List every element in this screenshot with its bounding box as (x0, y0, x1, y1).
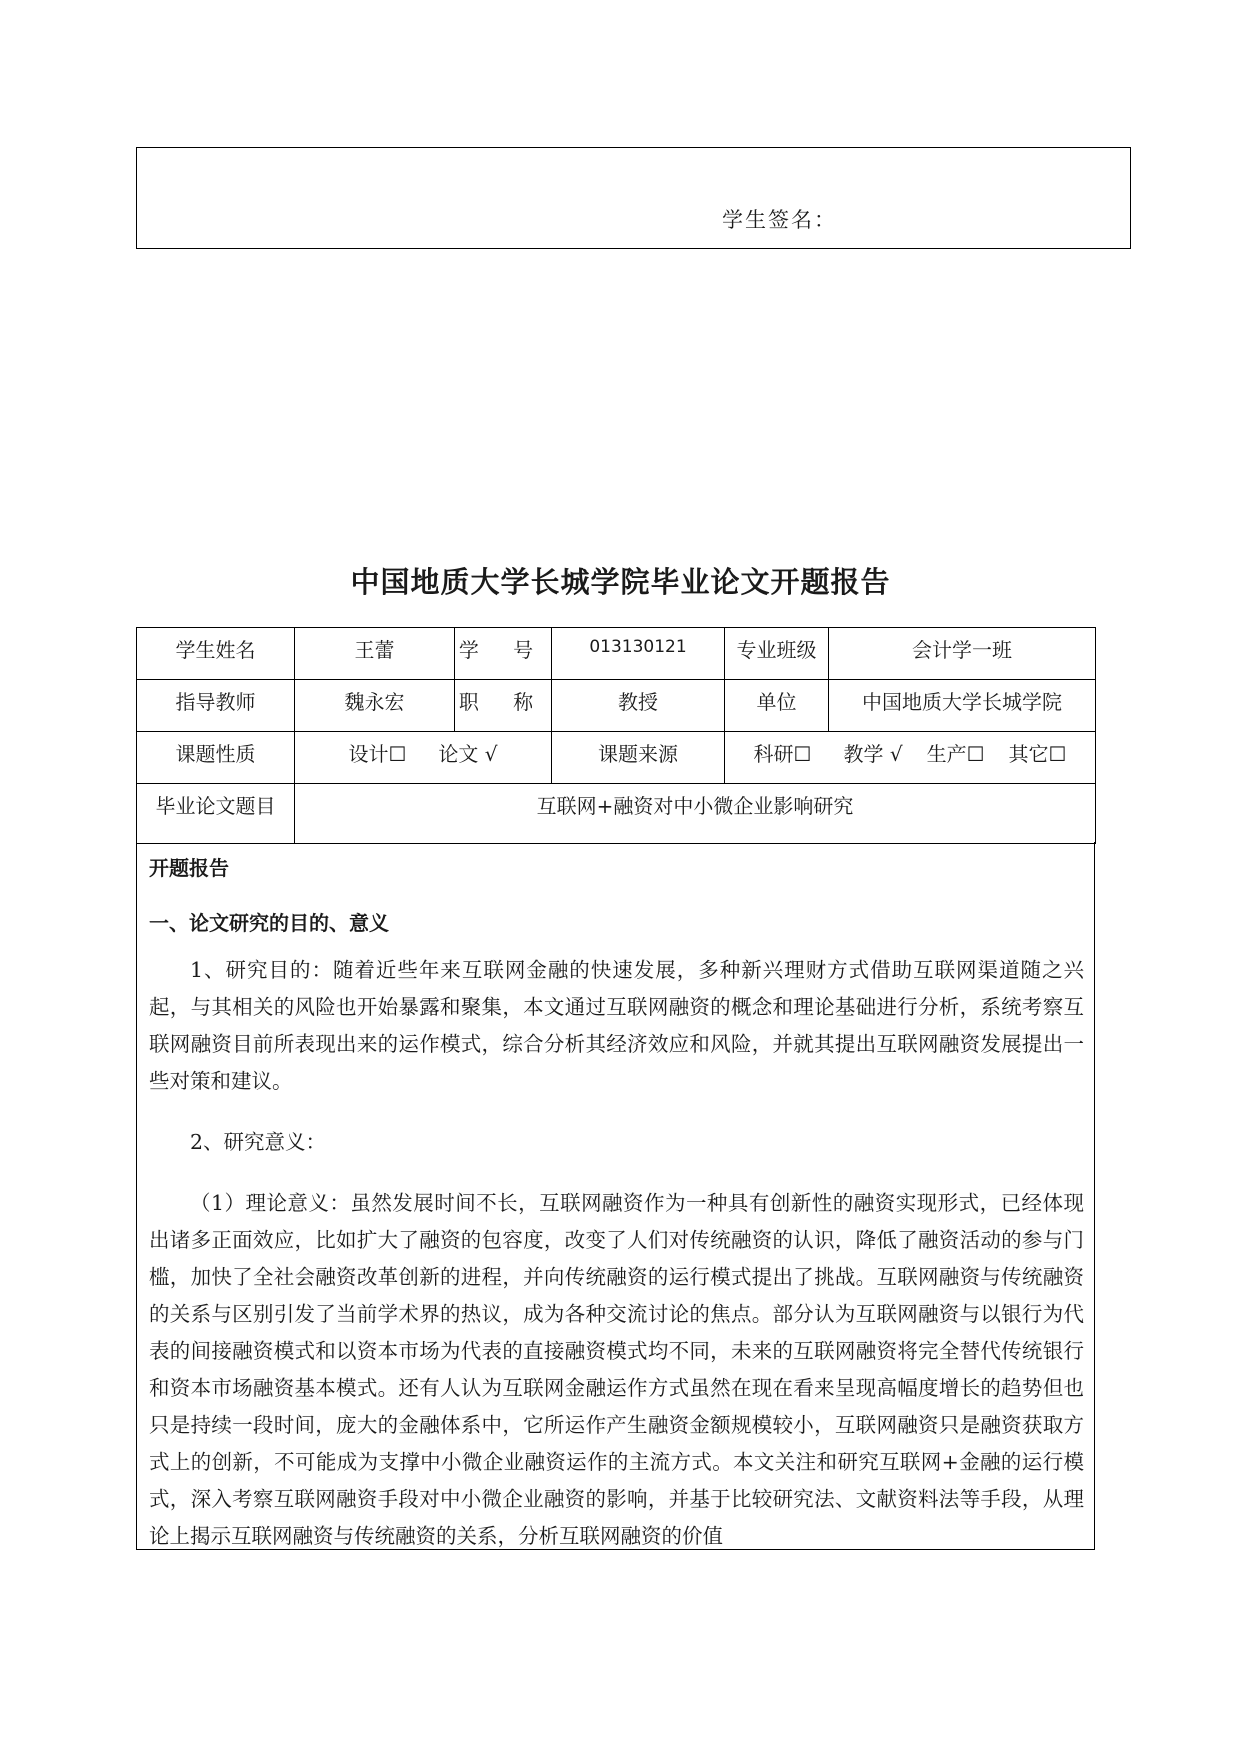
theoretical-significance-paragraph: （1）理论意义：虽然发展时间不长，互联网融资作为一种具有创新性的融资实现形式，已经体现出诸多正面效应，比如扩大了融资的包容度，改变了人们对传统融资的认识，降低了融资活动的参与门槛，加快了全社会融资改革创新的进程，并向传统融资的运行模式提出了挑战。互联网融资与传统融资的关系与区别引发了当前学术界的热议，成为各种交流讨论的焦点。部分认为互联网融资与以银行为代表的间接融资模式和以资本市场为代表的直接融资模式均不同，未来的互联网融资将完全替代传统银行和资本市场融资基本模式。还有人认为互联网金融运作方式虽然在现在看来呈现高幅度增长的趋势但也只是持续一段时间，庞大的金融体系中，它所运作产生融资金额规模较小，互联网融资只是融资获取方式上的创新，不可能成为支撑中小微企业融资运作的主流方式。本文关注和研究互联网+金融的运行模式，深入考察互联网融资手段对中小微企业融资的影响，并基于比较研究法、文献资料法等手段，从理论上揭示互联网融资与传统融资的关系，分析互联网融资的价值 (149, 1191, 1084, 1548)
source-option-teaching: 教学 √ (843, 742, 903, 766)
section-heading: 一、论文研究的目的、意义 (149, 911, 389, 935)
thesis-topic-label: 毕业论文题目 (137, 784, 295, 844)
title-rank-value: 教授 (552, 680, 725, 732)
class-label: 专业班级 (725, 628, 829, 680)
report-section (136, 842, 1095, 1550)
topic-nature-label: 课题性质 (137, 732, 295, 784)
signature-box (136, 147, 1131, 249)
table-row (137, 628, 1096, 680)
info-table (136, 627, 1096, 844)
title-rank-label: 职 称 (455, 680, 552, 732)
student-name-label: 学生姓名 (137, 628, 295, 680)
source-option-other: 其它☐ (1008, 742, 1067, 766)
unit-label: 单位 (725, 680, 829, 732)
source-option-research: 科研☐ (753, 742, 812, 766)
topic-source-label: 课题来源 (552, 732, 725, 784)
student-id-label: 学 号 (455, 628, 552, 680)
thesis-topic-value: 互联网+融资对中小微企业影响研究 (295, 784, 1096, 844)
report-heading: 开题报告 (149, 856, 229, 880)
table-row (137, 732, 1096, 784)
research-significance-heading: 2、研究意义： (190, 1130, 327, 1154)
topic-nature-options (295, 732, 552, 784)
source-option-production: 生产☐ (926, 742, 985, 766)
unit-value: 中国地质大学长城学院 (829, 680, 1096, 732)
student-name-value: 王蕾 (295, 628, 455, 680)
advisor-label: 指导教师 (137, 680, 295, 732)
student-id-value: 013130121 (552, 628, 725, 680)
page-title: 中国地质大学长城学院毕业论文开题报告 (350, 565, 891, 599)
student-signature-label: 学生签名： (722, 208, 837, 232)
advisor-value: 魏永宏 (295, 680, 455, 732)
table-row (137, 784, 1096, 844)
nature-option-design: 设计☐ (348, 742, 407, 766)
topic-source-options (725, 732, 1096, 784)
nature-option-thesis: 论文 √ (438, 742, 498, 766)
table-row (137, 680, 1096, 732)
research-purpose-paragraph: 1、研究目的：随着近些年来互联网金融的快速发展，多种新兴理财方式借助互联网渠道随之兴起，与其相关的风险也开始暴露和聚集，本文通过互联网融资的概念和理论基础进行分析，系统考察互联网融资目前所表现出来的运作模式，综合分析其经济效应和风险，并就其提出互联网融资发展提出一些对策和建议。 (149, 958, 1084, 1093)
class-value: 会计学一班 (829, 628, 1096, 680)
